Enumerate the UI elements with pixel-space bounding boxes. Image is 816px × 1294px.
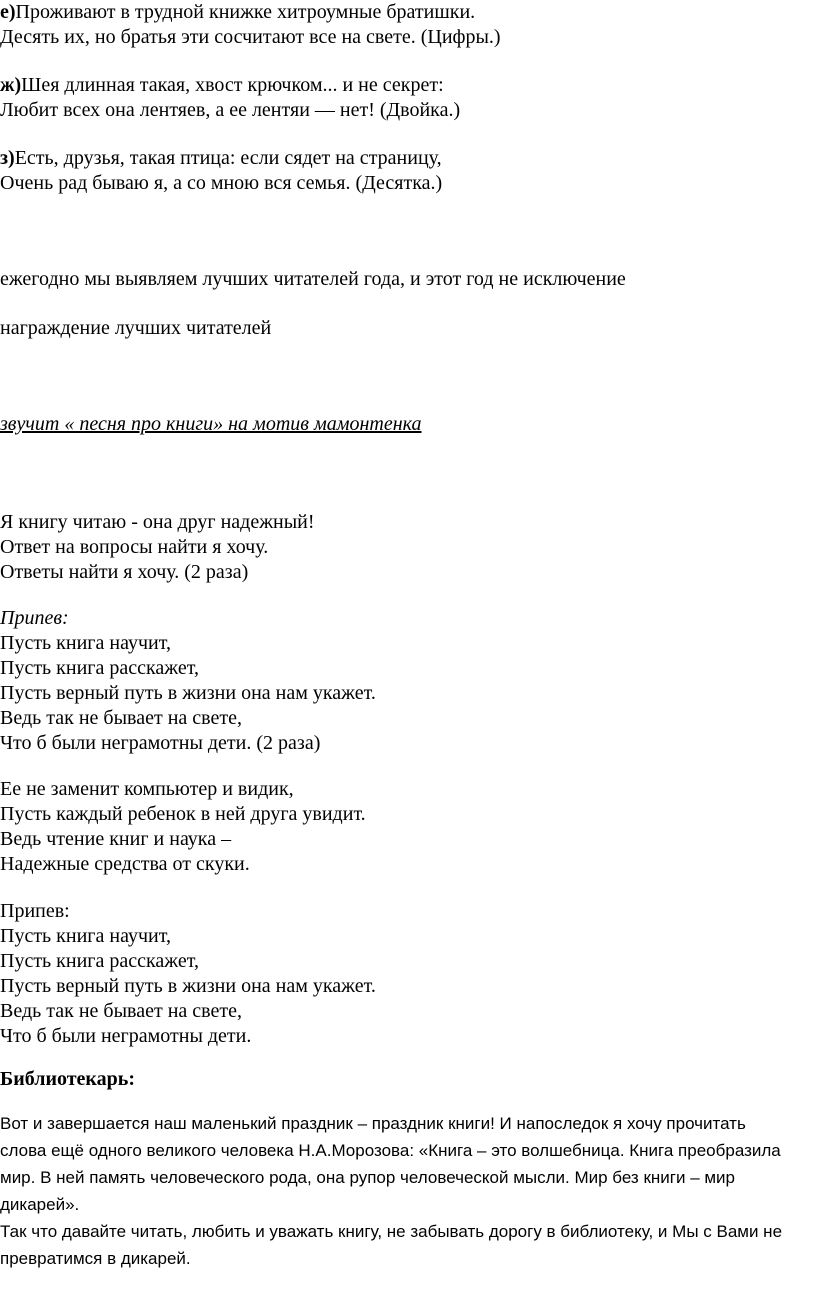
riddle-letter: е): [0, 1, 16, 23]
closing-line: слова ещё одного великого человека Н.А.Морозова: «Книга – это волшебница. Книга преобразила: [0, 1141, 781, 1160]
closing-line: мир. В ней память человеческого рода, она рупор человеческой мысли. Мир без книги – мир: [0, 1168, 736, 1187]
chorus1-label: Припев:: [0, 607, 69, 629]
librarian-heading: Библиотекарь:: [0, 1068, 136, 1090]
closing-line: Так что давайте читать, любить и уважать книгу, не забывать дорогу в библиотеку, и Мы с Вами не: [0, 1222, 783, 1241]
verse2-line: Пусть каждый ребенок в ней друга увидит.: [0, 803, 366, 825]
verse2-line: Надежные средства от скуки.: [0, 853, 250, 875]
riddle-letter: ж): [0, 74, 22, 96]
riddle-e-line-2: Десять их, но братья эти сосчитают все на свете. (Цифры.): [0, 26, 501, 48]
chorus2-label: Припев:: [0, 900, 70, 922]
riddle-e-line-1: е)Проживают в трудной книжке хитроумные братишки.: [0, 1, 476, 23]
chorus1-line: Что б были неграмотны дети. (2 раза): [0, 732, 321, 754]
verse2-line: Ведь чтение книг и наука –: [0, 828, 232, 850]
chorus2-line: Пусть книга научит,: [0, 925, 171, 947]
chorus2-line: Пусть верный путь в жизни она нам укажет.: [0, 975, 376, 997]
riddle-letter: з): [0, 147, 15, 169]
chorus1-line: Пусть книга научит,: [0, 632, 171, 654]
verse1-line: Ответ на вопросы найти я хочу.: [0, 536, 269, 558]
chorus1-line: Пусть верный путь в жизни она нам укажет.: [0, 682, 376, 704]
chorus2-line: Что б были неграмотны дети.: [0, 1025, 252, 1047]
chorus2-line: Ведь так не бывает на свете,: [0, 1000, 242, 1022]
riddle-z-line-1: з)Есть, друзья, такая птица: если сядет на страницу,: [0, 147, 442, 169]
closing-line: Вот и завершается наш маленький праздник – праздник книги! И напоследок я хочу прочитать: [0, 1114, 746, 1133]
riddle-z-line-2: Очень рад бываю я, а со мною вся семья. (Десятка.): [0, 172, 443, 194]
award-text: награждение лучших читателей: [0, 317, 272, 339]
chorus2-line: Пусть книга расскажет,: [0, 950, 199, 972]
verse1-line: Ответы найти я хочу. (2 раза): [0, 561, 249, 583]
chorus1-line: Пусть книга расскажет,: [0, 657, 199, 679]
song-title: звучит « песня про книги» на мотив мамонтенка: [0, 413, 422, 435]
closing-line: дикарей».: [0, 1195, 80, 1214]
chorus1-line: Ведь так не бывает на свете,: [0, 707, 242, 729]
riddle-zh-line-2: Любит всех она лентяев, а ее лентяи — нет! (Двойка.): [0, 99, 461, 121]
announcement-text: ежегодно мы выявляем лучших читателей года, и этот год не исключение: [0, 268, 626, 290]
closing-line: превратимся в дикарей.: [0, 1249, 191, 1268]
verse2-line: Ее не заменит компьютер и видик,: [0, 778, 294, 800]
verse1-line: Я книгу читаю - она друг надежный!: [0, 511, 315, 533]
riddle-zh-line-1: ж)Шея длинная такая, хвост крючком... и не секрет:: [0, 74, 444, 96]
